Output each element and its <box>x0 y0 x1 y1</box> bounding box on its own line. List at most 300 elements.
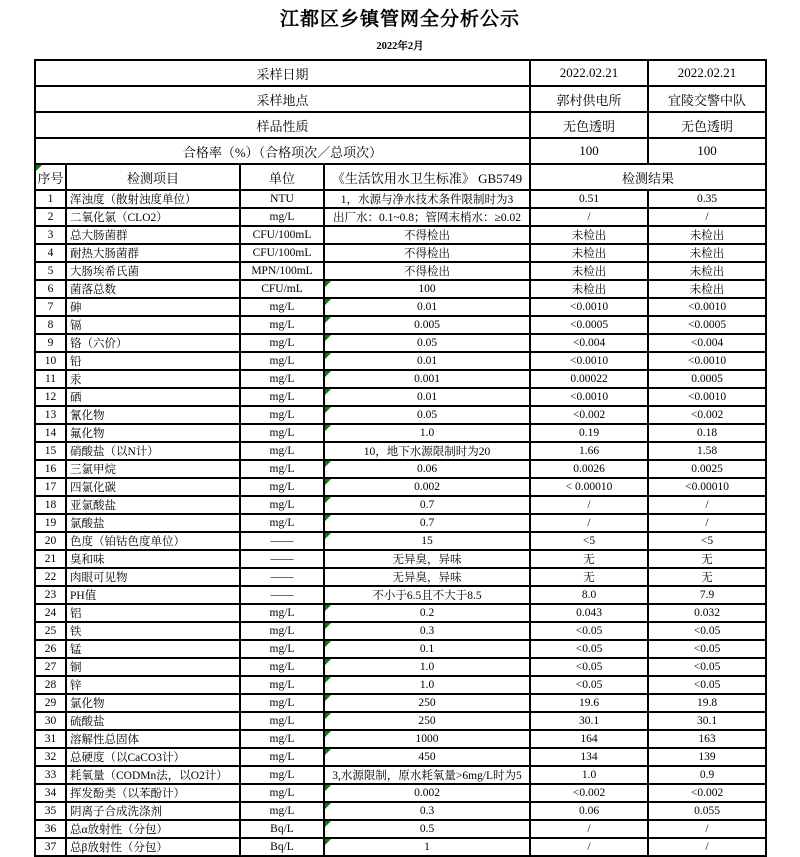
row-item-cell: 臭和味 <box>66 550 240 568</box>
row-result1-cell: / <box>530 514 648 532</box>
row-no-cell: 8 <box>35 316 66 334</box>
green-corner-flag-icon <box>36 165 42 171</box>
row-item-cell: 氰化物 <box>66 406 240 424</box>
row-result1-cell: <0.0010 <box>530 388 648 406</box>
row-result1-cell: 1.66 <box>530 442 648 460</box>
row-standard-cell: 不小于6.5且不大于8.5 <box>324 586 530 604</box>
row-result1-cell: 0.51 <box>530 190 648 208</box>
green-corner-flag-icon <box>325 605 331 611</box>
green-corner-flag-icon <box>325 659 331 665</box>
row-standard-value: 1 <box>424 841 430 853</box>
row-unit-cell: mg/L <box>240 298 324 316</box>
row-result2-cell: / <box>648 514 766 532</box>
table-row <box>35 694 766 712</box>
table-row <box>35 478 766 496</box>
row-unit-cell: mg/L <box>240 460 324 478</box>
row-item-cell: 耐热大肠菌群 <box>66 244 240 262</box>
row-result2-cell: 0.18 <box>648 424 766 442</box>
row-standard-value: 15 <box>421 535 433 547</box>
green-corner-flag-icon <box>325 785 331 791</box>
green-corner-flag-icon <box>325 353 331 359</box>
row-result1-cell: 0.00022 <box>530 370 648 388</box>
row-unit-cell: mg/L <box>240 784 324 802</box>
row-unit-cell: CFU/mL <box>240 280 324 298</box>
row-standard-value: 0.7 <box>419 517 435 529</box>
table-row <box>35 586 766 604</box>
row-standard-cell <box>324 712 530 730</box>
row-unit-cell: mg/L <box>240 622 324 640</box>
row-no-cell: 27 <box>35 658 66 676</box>
row-no-cell: 14 <box>35 424 66 442</box>
row-result1-cell: 19.6 <box>530 694 648 712</box>
row-standard-cell <box>324 316 530 334</box>
row-item-cell: 硒 <box>66 388 240 406</box>
row-standard-value: 1000 <box>415 733 439 745</box>
row-result2-cell: <0.05 <box>648 640 766 658</box>
row-item-cell: 肉眼可见物 <box>66 568 240 586</box>
row-no-cell: 22 <box>35 568 66 586</box>
row-standard-cell: 出厂水：0.1~0.8；管网末梢水：≥0.02 <box>324 208 530 226</box>
row-no-cell: 6 <box>35 280 66 298</box>
row-unit-cell: —— <box>240 532 324 550</box>
row-result2-cell: <0.05 <box>648 622 766 640</box>
row-result1-cell: <0.05 <box>530 640 648 658</box>
row-item-cell: 氯化物 <box>66 694 240 712</box>
row-no-cell: 25 <box>35 622 66 640</box>
row-result1-cell: 1.0 <box>530 766 648 784</box>
row-standard-cell <box>324 352 530 370</box>
row-result1-cell: 0.06 <box>530 802 648 820</box>
row-standard-cell <box>324 298 530 316</box>
green-corner-flag-icon <box>325 389 331 395</box>
row-result2-cell: 未检出 <box>648 244 766 262</box>
green-corner-flag-icon <box>325 371 331 377</box>
green-corner-flag-icon <box>325 677 331 683</box>
row-standard-cell <box>324 532 530 550</box>
row-item-cell: 铅 <box>66 352 240 370</box>
row-no-cell: 10 <box>35 352 66 370</box>
row-item-cell: 大肠埃希氏菌 <box>66 262 240 280</box>
table-row <box>35 712 766 730</box>
row-unit-cell: mg/L <box>240 424 324 442</box>
row-result2-cell: 未检出 <box>648 226 766 244</box>
table-row <box>35 262 766 280</box>
row-result1-cell: 0.043 <box>530 604 648 622</box>
row-standard-cell <box>324 424 530 442</box>
table-row <box>35 748 766 766</box>
page-title: 江都区乡镇管网全分析公示 <box>279 9 520 30</box>
row-standard-cell: 10，地下水源限制时为20 <box>324 442 530 460</box>
table-row <box>35 460 766 478</box>
row-no-cell: 19 <box>35 514 66 532</box>
row-no-cell: 7 <box>35 298 66 316</box>
row-result2-cell: / <box>648 496 766 514</box>
green-corner-flag-icon <box>325 803 331 809</box>
row-item-cell: 镉 <box>66 316 240 334</box>
info-row <box>35 60 766 86</box>
table-row <box>35 604 766 622</box>
row-result2-cell: 163 <box>648 730 766 748</box>
table-row <box>35 352 766 370</box>
col-header-standard: 《生活饮用水卫生标准》 GB5749 <box>324 164 530 190</box>
row-standard-cell <box>324 748 530 766</box>
row-result2-cell: 0.032 <box>648 604 766 622</box>
row-item-cell: 菌落总数 <box>66 280 240 298</box>
row-no-cell: 30 <box>35 712 66 730</box>
green-corner-flag-icon <box>325 425 331 431</box>
table-row <box>35 820 766 838</box>
green-corner-flag-icon <box>325 713 331 719</box>
row-standard-value: 450 <box>418 751 436 763</box>
row-no-cell: 18 <box>35 496 66 514</box>
row-no-cell: 32 <box>35 748 66 766</box>
analysis-table <box>34 59 767 857</box>
row-no-cell: 29 <box>35 694 66 712</box>
table-row <box>35 838 766 856</box>
row-result1-cell: <0.002 <box>530 406 648 424</box>
row-standard-value: 0.002 <box>414 481 440 493</box>
green-corner-flag-icon <box>325 749 331 755</box>
green-corner-flag-icon <box>325 821 331 827</box>
row-no-cell: 9 <box>35 334 66 352</box>
row-item-cell: 硝酸盐（以N计） <box>66 442 240 460</box>
row-result2-cell: <0.05 <box>648 676 766 694</box>
row-no-cell: 4 <box>35 244 66 262</box>
info-label-cell: 采样日期 <box>35 60 530 86</box>
table-row <box>35 190 766 208</box>
row-standard-cell <box>324 658 530 676</box>
row-standard-cell <box>324 334 530 352</box>
row-unit-cell: mg/L <box>240 352 324 370</box>
row-item-cell: 色度（铂钴色度单位） <box>66 532 240 550</box>
row-no-cell: 5 <box>35 262 66 280</box>
row-no-cell: 3 <box>35 226 66 244</box>
info-value1-cell: 郭村供电所 <box>530 86 648 112</box>
row-result1-cell: <0.0010 <box>530 298 648 316</box>
row-result2-cell: 19.8 <box>648 694 766 712</box>
row-standard-cell: 不得检出 <box>324 226 530 244</box>
row-item-cell: 铜 <box>66 658 240 676</box>
row-item-cell: 阴离子合成洗涤剂 <box>66 802 240 820</box>
row-result2-cell: 无 <box>648 550 766 568</box>
green-corner-flag-icon <box>325 407 331 413</box>
row-unit-cell: —— <box>240 550 324 568</box>
row-item-cell: 挥发酚类（以苯酚计） <box>66 784 240 802</box>
row-unit-cell: mg/L <box>240 676 324 694</box>
data-rows <box>35 190 766 856</box>
row-result1-cell: <0.0010 <box>530 352 648 370</box>
row-unit-cell: mg/L <box>240 334 324 352</box>
row-result1-cell: 8.0 <box>530 586 648 604</box>
row-item-cell: 汞 <box>66 370 240 388</box>
row-result2-cell: / <box>648 820 766 838</box>
row-result1-cell: / <box>530 838 648 856</box>
table-row <box>35 370 766 388</box>
row-item-cell: PH值 <box>66 586 240 604</box>
row-item-cell: 亚氯酸盐 <box>66 496 240 514</box>
row-standard-cell <box>324 406 530 424</box>
row-standard-value: 1.0 <box>419 661 435 673</box>
row-unit-cell: mg/L <box>240 694 324 712</box>
info-label-cell: 采样地点 <box>35 86 530 112</box>
row-result2-cell: 未检出 <box>648 262 766 280</box>
row-unit-cell: mg/L <box>240 730 324 748</box>
row-result1-cell: <5 <box>530 532 648 550</box>
row-result2-cell: <0.05 <box>648 658 766 676</box>
row-standard-value: 0.1 <box>419 643 435 655</box>
row-result1-cell: <0.002 <box>530 784 648 802</box>
row-result1-cell: / <box>530 208 648 226</box>
row-no-cell: 35 <box>35 802 66 820</box>
info-label-cell: 样品性质 <box>35 112 530 138</box>
row-standard-cell: 不得检出 <box>324 244 530 262</box>
row-unit-cell: Bq/L <box>240 838 324 856</box>
row-result2-cell: 1.58 <box>648 442 766 460</box>
row-standard-cell <box>324 370 530 388</box>
table-row <box>35 676 766 694</box>
row-result2-cell: 0.9 <box>648 766 766 784</box>
info-value2-cell: 100 <box>648 138 766 164</box>
row-no-cell: 13 <box>35 406 66 424</box>
row-result1-cell: 未检出 <box>530 262 648 280</box>
row-item-cell: 总α放射性（分包） <box>66 820 240 838</box>
table-row <box>35 442 766 460</box>
row-result2-cell: <0.00010 <box>648 478 766 496</box>
row-standard-cell: 1，水源与净水技术条件限制时为3 <box>324 190 530 208</box>
row-result2-cell: <0.002 <box>648 784 766 802</box>
row-result1-cell: 0.0026 <box>530 460 648 478</box>
table-row <box>35 658 766 676</box>
row-no-cell: 11 <box>35 370 66 388</box>
green-corner-flag-icon <box>325 623 331 629</box>
table-row <box>35 298 766 316</box>
row-no-cell: 31 <box>35 730 66 748</box>
row-unit-cell: mg/L <box>240 514 324 532</box>
table-row <box>35 532 766 550</box>
row-unit-cell: mg/L <box>240 370 324 388</box>
row-unit-cell: Bq/L <box>240 820 324 838</box>
row-item-cell: 总大肠菌群 <box>66 226 240 244</box>
row-standard-value: 0.01 <box>416 391 438 403</box>
row-standard-cell <box>324 676 530 694</box>
row-no-cell: 17 <box>35 478 66 496</box>
row-no-cell: 24 <box>35 604 66 622</box>
row-standard-value: 0.05 <box>416 337 438 349</box>
green-corner-flag-icon <box>325 461 331 467</box>
row-unit-cell: mg/L <box>240 802 324 820</box>
col-header-no-label: 序号 <box>37 170 64 186</box>
row-no-cell: 33 <box>35 766 66 784</box>
row-no-cell: 2 <box>35 208 66 226</box>
info-value2-cell: 2022.02.21 <box>648 60 766 86</box>
table-row <box>35 406 766 424</box>
row-unit-cell: mg/L <box>240 496 324 514</box>
row-standard-value: 0.3 <box>419 805 435 817</box>
row-result1-cell: < 0.00010 <box>530 478 648 496</box>
col-header-item: 检测项目 <box>66 164 240 190</box>
row-unit-cell: mg/L <box>240 388 324 406</box>
row-item-cell: 浑浊度（散射浊度单位） <box>66 190 240 208</box>
row-result2-cell: <0.004 <box>648 334 766 352</box>
row-no-cell: 28 <box>35 676 66 694</box>
info-row <box>35 86 766 112</box>
row-no-cell: 20 <box>35 532 66 550</box>
row-result1-cell: <0.05 <box>530 622 648 640</box>
row-no-cell: 26 <box>35 640 66 658</box>
green-corner-flag-icon <box>325 299 331 305</box>
row-result1-cell: 未检出 <box>530 244 648 262</box>
row-standard-cell: 无异臭，异味 <box>324 568 530 586</box>
row-no-cell: 34 <box>35 784 66 802</box>
row-standard-value: 0.005 <box>414 319 440 331</box>
row-standard-cell <box>324 802 530 820</box>
table-row <box>35 640 766 658</box>
col-header-result: 检测结果 <box>530 164 766 190</box>
row-standard-value: 0.001 <box>414 373 440 385</box>
row-unit-cell: —— <box>240 568 324 586</box>
row-unit-cell: mg/L <box>240 712 324 730</box>
table-row <box>35 316 766 334</box>
row-standard-cell: 不得检出 <box>324 262 530 280</box>
row-no-cell: 23 <box>35 586 66 604</box>
row-standard-value: 100 <box>418 283 436 295</box>
row-item-cell: 砷 <box>66 298 240 316</box>
page <box>0 9 800 854</box>
row-result2-cell: 139 <box>648 748 766 766</box>
row-standard-cell <box>324 784 530 802</box>
row-item-cell: 氟化物 <box>66 424 240 442</box>
row-unit-cell: CFU/100mL <box>240 244 324 262</box>
row-standard-value: 250 <box>418 697 436 709</box>
row-result1-cell: 164 <box>530 730 648 748</box>
row-result2-cell: 7.9 <box>648 586 766 604</box>
row-unit-cell: mg/L <box>240 640 324 658</box>
row-unit-cell: mg/L <box>240 442 324 460</box>
row-unit-cell: mg/L <box>240 478 324 496</box>
green-corner-flag-icon <box>325 839 331 845</box>
row-result2-cell: <0.0010 <box>648 388 766 406</box>
row-standard-value: 1.0 <box>419 427 435 439</box>
row-result2-cell: <0.002 <box>648 406 766 424</box>
column-header-row <box>35 164 766 190</box>
table-row <box>35 568 766 586</box>
row-result1-cell: / <box>530 820 648 838</box>
row-result2-cell: <0.0010 <box>648 298 766 316</box>
row-result1-cell: 未检出 <box>530 226 648 244</box>
table-row <box>35 226 766 244</box>
row-no-cell: 36 <box>35 820 66 838</box>
row-item-cell: 铁 <box>66 622 240 640</box>
row-standard-value: 0.01 <box>416 355 438 367</box>
table-row <box>35 388 766 406</box>
row-no-cell: 37 <box>35 838 66 856</box>
row-standard-value: 0.2 <box>419 607 435 619</box>
row-result2-cell: / <box>648 838 766 856</box>
row-no-cell: 21 <box>35 550 66 568</box>
row-standard-cell <box>324 514 530 532</box>
row-standard-value: 0.7 <box>419 499 435 511</box>
info-label-cell: 合格率（%）（合格项次／总项次） <box>35 138 530 164</box>
row-unit-cell: CFU/100mL <box>240 226 324 244</box>
report-month: 2022年2月 <box>376 41 424 52</box>
row-result2-cell: <5 <box>648 532 766 550</box>
row-result2-cell: / <box>648 208 766 226</box>
green-corner-flag-icon <box>325 281 331 287</box>
row-standard-value: 0.5 <box>419 823 435 835</box>
row-item-cell: 三氯甲烷 <box>66 460 240 478</box>
row-item-cell: 铝 <box>66 604 240 622</box>
table-row <box>35 766 766 784</box>
green-corner-flag-icon <box>325 497 331 503</box>
row-result2-cell: 0.055 <box>648 802 766 820</box>
row-result1-cell: 无 <box>530 568 648 586</box>
row-standard-cell <box>324 838 530 856</box>
row-result1-cell: 未检出 <box>530 280 648 298</box>
info-value1-cell: 2022.02.21 <box>530 60 648 86</box>
row-item-cell: 铬（六价） <box>66 334 240 352</box>
row-item-cell: 耗氧量（CODMn法，以O2计） <box>66 766 240 784</box>
row-result1-cell: <0.004 <box>530 334 648 352</box>
info-row <box>35 138 766 164</box>
green-corner-flag-icon <box>325 641 331 647</box>
row-standard-cell <box>324 640 530 658</box>
row-result2-cell: 30.1 <box>648 712 766 730</box>
row-standard-value: 250 <box>418 715 436 727</box>
green-corner-flag-icon <box>325 533 331 539</box>
table-row <box>35 496 766 514</box>
table-row <box>35 730 766 748</box>
row-standard-cell <box>324 478 530 496</box>
row-standard-value: 0.01 <box>416 301 438 313</box>
column-header-section <box>35 164 766 190</box>
table-row <box>35 424 766 442</box>
row-standard-value: 1.0 <box>419 679 435 691</box>
row-item-cell: 溶解性总固体 <box>66 730 240 748</box>
row-item-cell: 总硬度（以CaCO3计） <box>66 748 240 766</box>
row-result1-cell: 0.19 <box>530 424 648 442</box>
row-item-cell: 二氧化氯（CLO2） <box>66 208 240 226</box>
green-corner-flag-icon <box>325 317 331 323</box>
row-standard-cell <box>324 604 530 622</box>
row-item-cell: 氯酸盐 <box>66 514 240 532</box>
table-row <box>35 514 766 532</box>
row-item-cell: 四氯化碳 <box>66 478 240 496</box>
info-value2-cell: 宜陵交警中队 <box>648 86 766 112</box>
green-corner-flag-icon <box>325 335 331 341</box>
row-result2-cell: 未检出 <box>648 280 766 298</box>
col-header-unit: 单位 <box>240 164 324 190</box>
row-unit-cell: —— <box>240 586 324 604</box>
row-standard-value: 0.05 <box>416 409 438 421</box>
row-result1-cell: 134 <box>530 748 648 766</box>
green-corner-flag-icon <box>325 479 331 485</box>
row-standard-cell <box>324 280 530 298</box>
row-standard-cell <box>324 496 530 514</box>
row-result2-cell: <0.0010 <box>648 352 766 370</box>
row-result2-cell: 0.0025 <box>648 460 766 478</box>
green-corner-flag-icon <box>325 731 331 737</box>
row-standard-value: 0.3 <box>419 625 435 637</box>
row-standard-cell <box>324 730 530 748</box>
row-item-cell: 锰 <box>66 640 240 658</box>
info-value2-cell: 无色透明 <box>648 112 766 138</box>
row-unit-cell: mg/L <box>240 406 324 424</box>
table-row <box>35 280 766 298</box>
row-unit-cell: mg/L <box>240 208 324 226</box>
row-item-cell: 锌 <box>66 676 240 694</box>
row-result1-cell: <0.0005 <box>530 316 648 334</box>
row-result1-cell: / <box>530 496 648 514</box>
